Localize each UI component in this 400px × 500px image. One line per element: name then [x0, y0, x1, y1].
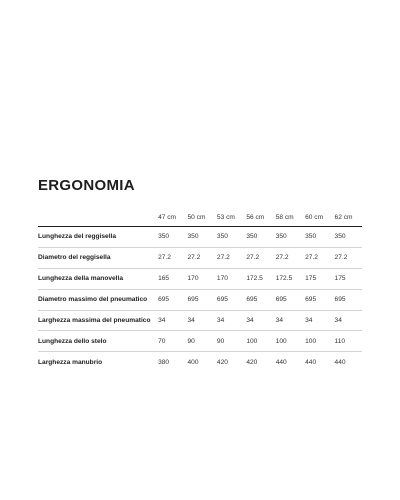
row-label: Lunghezza dello stelo: [38, 331, 156, 352]
table-cell: 34: [244, 310, 273, 331]
table-cell: 34: [303, 310, 332, 331]
table-cell: 175: [333, 268, 362, 289]
row-label: Diametro massimo del pneumatico: [38, 289, 156, 310]
table-cell: 350: [274, 227, 303, 248]
table-cell: 175: [303, 268, 332, 289]
table-cell: 27.2: [215, 247, 244, 268]
table-cell: 34: [274, 310, 303, 331]
table-cell: 27.2: [333, 247, 362, 268]
column-header: 58 cm: [274, 208, 303, 227]
table-cell: 695: [333, 289, 362, 310]
table-cell: 27.2: [156, 247, 185, 268]
table-cell: 110: [333, 331, 362, 352]
table-cell: 100: [303, 331, 332, 352]
table-row: [38, 247, 362, 268]
table-cell: 695: [303, 289, 332, 310]
table-cell: 440: [305, 358, 317, 366]
table-cell: 440: [334, 358, 346, 366]
column-header: 62 cm: [333, 208, 362, 227]
table-cell: 100: [244, 331, 273, 352]
column-header: 53 cm: [215, 208, 244, 227]
table-cell: 165: [156, 268, 185, 289]
table-cell: 27.2: [186, 247, 215, 268]
row-label: Lunghezza della manovella: [38, 268, 156, 289]
table-cell: 170: [215, 268, 244, 289]
table-cell: 420: [216, 358, 228, 366]
table-cell: 172.5: [244, 268, 273, 289]
table-cell: 695: [274, 289, 303, 310]
table-row: [38, 310, 362, 331]
table-row: [38, 227, 362, 248]
table-row: [38, 352, 362, 372]
table-cell: 695: [215, 289, 244, 310]
column-header: 47 cm: [156, 208, 185, 227]
table-cell: 420: [246, 358, 258, 366]
column-header: 56 cm: [244, 208, 273, 227]
table-cell: 350: [244, 227, 273, 248]
row-label: Larghezza massima del pneumatico: [38, 310, 156, 331]
table-cell: 90: [215, 331, 244, 352]
table-row: [38, 289, 362, 310]
table-cell: 350: [156, 227, 185, 248]
table-cell: 27.2: [303, 247, 332, 268]
table-header-corner: [38, 208, 156, 227]
table-row: [38, 268, 362, 289]
table-cell: 350: [215, 227, 244, 248]
ergonomics-table: [38, 208, 362, 372]
table-cell: 440: [275, 358, 287, 366]
table-cell: 350: [186, 227, 215, 248]
table-cell: 34: [333, 310, 362, 331]
table-cell: 695: [186, 289, 215, 310]
table-cell: 695: [244, 289, 273, 310]
section-title: ERGONOMIA: [38, 177, 135, 194]
table-header-row: [38, 208, 362, 227]
table-cell: 350: [303, 227, 332, 248]
table-cell: 34: [215, 310, 244, 331]
table-cell: 27.2: [244, 247, 273, 268]
row-label: Diametro del reggisella: [38, 247, 156, 268]
table-cell: 350: [333, 227, 362, 248]
table-cell: 34: [156, 310, 185, 331]
table-cell: 400: [187, 358, 199, 366]
table-cell: 27.2: [274, 247, 303, 268]
table-cell: 380: [158, 358, 170, 366]
table-cell: 70: [156, 331, 185, 352]
row-label: Larghezza manubrio: [38, 358, 103, 366]
column-header: 50 cm: [186, 208, 215, 227]
table-cell: 100: [274, 331, 303, 352]
table-row: [38, 331, 362, 352]
table-cell: 34: [186, 310, 215, 331]
table-cell: 90: [186, 331, 215, 352]
table-cell: 695: [156, 289, 185, 310]
row-label: Lunghezza del reggisella: [38, 227, 156, 248]
table-cell: 170: [186, 268, 215, 289]
column-header: 60 cm: [303, 208, 332, 227]
table-cell: 172.5: [274, 268, 303, 289]
